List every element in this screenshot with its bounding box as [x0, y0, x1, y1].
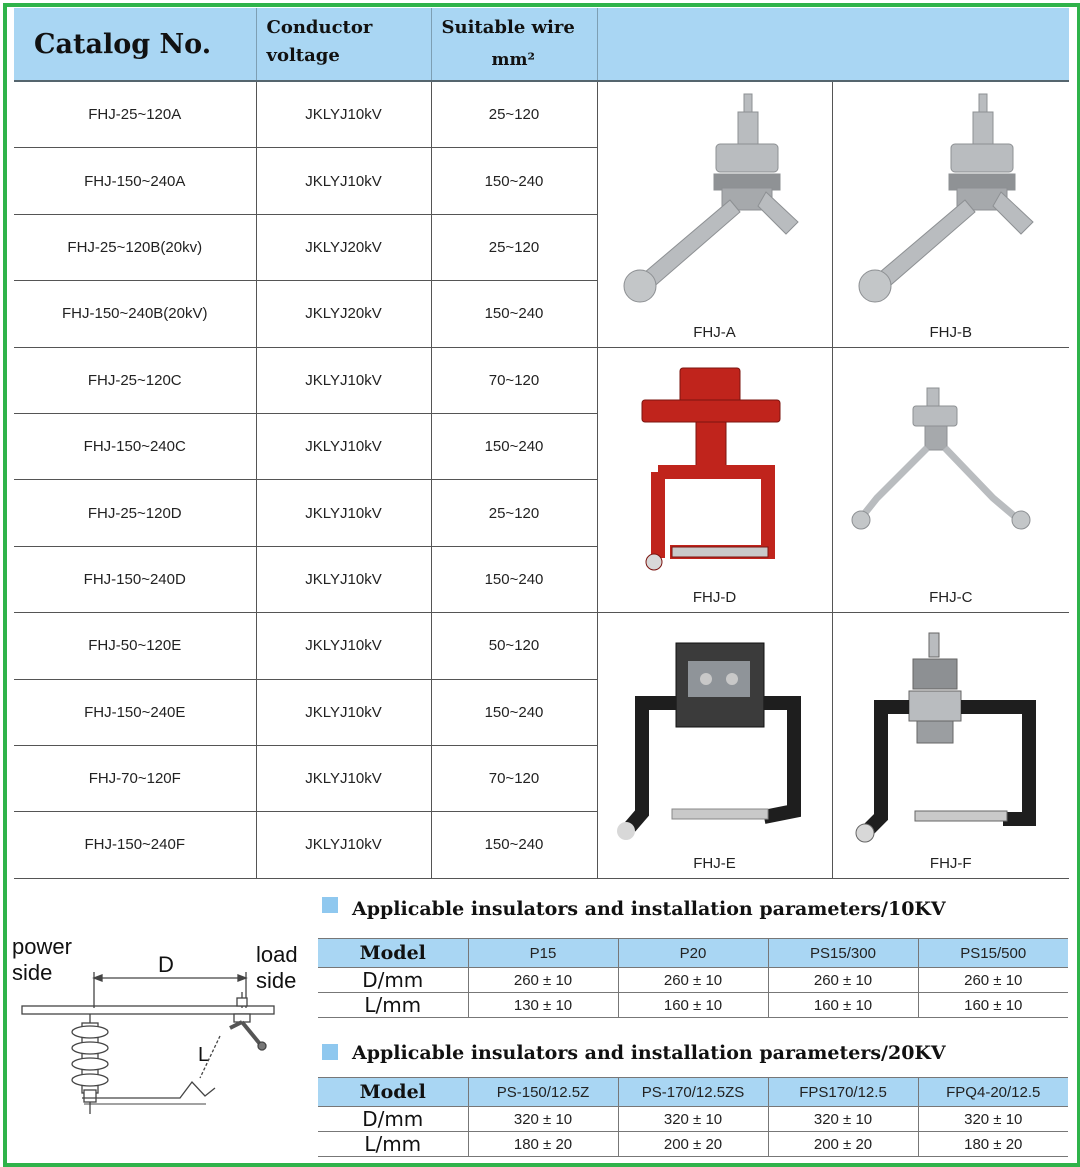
- product-caption: FHJ-B: [929, 323, 972, 341]
- conductor-voltage-cell: JKLYJ20kV: [256, 214, 431, 280]
- load-side-label: load side: [256, 942, 298, 993]
- model-cell: PS-170/12.5ZS: [618, 1078, 768, 1107]
- model-cell: FPS170/12.5: [768, 1078, 918, 1107]
- params-20kv-model-row: [318, 1078, 1068, 1107]
- product-image: [598, 348, 832, 610]
- d-value-cell: 320 ± 10: [918, 1107, 1068, 1132]
- params-20kv-l-row: [318, 1132, 1068, 1157]
- diagram-drawing: [10, 928, 310, 1128]
- product-caption: FHJ-D: [692, 589, 737, 607]
- params-10kv-title: Applicable insulators and installation parameters/10KV: [352, 898, 946, 920]
- d-label: D/mm: [318, 1107, 468, 1132]
- d-value-cell: 260 ± 10: [918, 968, 1068, 993]
- catalog-number-cell: FHJ-150~240F: [14, 812, 256, 878]
- catalog-header-row: [14, 8, 1069, 81]
- catalog-number-cell: FHJ-50~120E: [14, 613, 256, 679]
- conductor-voltage-cell: JKLYJ10kV: [256, 546, 431, 612]
- product-image-cell: [597, 81, 832, 347]
- model-cell: P20: [618, 939, 768, 968]
- l-label: L/mm: [318, 1132, 468, 1157]
- params-20kv-title: Applicable insulators and installation parameters/20KV: [352, 1042, 946, 1064]
- product-image-cell: [597, 347, 832, 613]
- model-label: Model: [318, 939, 468, 968]
- conductor-voltage-cell: JKLYJ10kV: [256, 613, 431, 679]
- conductor-voltage-cell: JKLYJ10kV: [256, 480, 431, 546]
- conductor-voltage-cell: JKLYJ10kV: [256, 413, 431, 479]
- wire-size-cell: 70~120: [431, 745, 597, 811]
- catalog-number-cell: FHJ-150~240D: [14, 546, 256, 612]
- params-20kv-d-row: [318, 1107, 1068, 1132]
- wire-size-cell: 150~240: [431, 148, 597, 214]
- header-images-blank: [597, 8, 1069, 81]
- conductor-voltage-cell: JKLYJ10kV: [256, 81, 431, 148]
- wire-size-cell: 150~240: [431, 413, 597, 479]
- header-suitable-wire: Suitable wire mm²: [431, 8, 597, 81]
- section-marker-20kv: [322, 1044, 338, 1060]
- d-value-cell: 320 ± 10: [468, 1107, 618, 1132]
- d-value-cell: 320 ± 10: [768, 1107, 918, 1132]
- model-cell: PS15/500: [918, 939, 1068, 968]
- product-image: [598, 82, 832, 344]
- product-image-cell: [832, 81, 1069, 347]
- model-cell: PS-150/12.5Z: [468, 1078, 618, 1107]
- product-caption: FHJ-E: [693, 854, 736, 872]
- l-value-cell: 200 ± 20: [618, 1132, 768, 1157]
- table-row: [14, 613, 1069, 679]
- wire-size-cell: 150~240: [431, 679, 597, 745]
- table-row: [14, 81, 1069, 148]
- l-value-cell: 180 ± 20: [918, 1132, 1068, 1157]
- params-10kv-model-row: [318, 939, 1068, 968]
- conductor-voltage-cell: JKLYJ10kV: [256, 745, 431, 811]
- l-value-cell: 160 ± 10: [918, 993, 1068, 1018]
- d-value-cell: 260 ± 10: [768, 968, 918, 993]
- model-cell: FPQ4-20/12.5: [918, 1078, 1068, 1107]
- distance-l-label: L: [198, 1044, 210, 1066]
- product-caption: FHJ-A: [693, 323, 736, 341]
- params-20kv-table: [318, 1077, 1068, 1157]
- wire-size-cell: 70~120: [431, 347, 597, 413]
- product-image: [833, 348, 1067, 610]
- conductor-voltage-cell: JKLYJ20kV: [256, 281, 431, 347]
- l-value-cell: 200 ± 20: [768, 1132, 918, 1157]
- product-image: [833, 613, 1067, 875]
- product-image-cell: [597, 613, 832, 879]
- catalog-number-cell: FHJ-25~120D: [14, 480, 256, 546]
- product-caption: FHJ-C: [929, 589, 973, 607]
- power-side-label: power side: [12, 934, 72, 985]
- conductor-voltage-cell: JKLYJ10kV: [256, 148, 431, 214]
- model-cell: PS15/300: [768, 939, 918, 968]
- header-conductor-voltage: Conductor voltage: [256, 8, 431, 81]
- wire-size-cell: 25~120: [431, 214, 597, 280]
- catalog-number-cell: FHJ-150~240B(20kV): [14, 281, 256, 347]
- l-label: L/mm: [318, 993, 468, 1018]
- catalog-number-cell: FHJ-25~120C: [14, 347, 256, 413]
- l-value-cell: 160 ± 10: [618, 993, 768, 1018]
- product-image-cell: [832, 347, 1069, 613]
- wire-size-cell: 150~240: [431, 281, 597, 347]
- product-caption: FHJ-F: [929, 854, 972, 872]
- d-value-cell: 320 ± 10: [618, 1107, 768, 1132]
- l-value-cell: 160 ± 10: [768, 993, 918, 1018]
- catalog-number-cell: FHJ-150~240C: [14, 413, 256, 479]
- catalog-number-cell: FHJ-25~120A: [14, 81, 256, 148]
- distance-d-label: D: [158, 952, 174, 977]
- d-label: D/mm: [318, 968, 468, 993]
- conductor-voltage-cell: JKLYJ10kV: [256, 679, 431, 745]
- catalog-number-cell: FHJ-25~120B(20kv): [14, 214, 256, 280]
- params-10kv-table: [318, 938, 1068, 1018]
- header-catalog-no: Catalog No.: [14, 8, 256, 81]
- wire-size-cell: 150~240: [431, 812, 597, 878]
- l-value-cell: 130 ± 10: [468, 993, 618, 1018]
- product-image: [598, 613, 832, 875]
- model-label: Model: [318, 1078, 468, 1107]
- installation-diagram: [10, 928, 310, 1128]
- conductor-voltage-cell: JKLYJ10kV: [256, 347, 431, 413]
- catalog-table: [14, 8, 1069, 879]
- table-row: [14, 347, 1069, 413]
- wire-size-cell: 25~120: [431, 480, 597, 546]
- wire-size-cell: 150~240: [431, 546, 597, 612]
- wire-size-cell: 50~120: [431, 613, 597, 679]
- conductor-voltage-cell: JKLYJ10kV: [256, 812, 431, 878]
- params-10kv-l-row: [318, 993, 1068, 1018]
- params-10kv-d-row: [318, 968, 1068, 993]
- catalog-number-cell: FHJ-150~240E: [14, 679, 256, 745]
- product-image-cell: [832, 613, 1069, 879]
- catalog-number-cell: FHJ-70~120F: [14, 745, 256, 811]
- wire-size-cell: 25~120: [431, 81, 597, 148]
- d-value-cell: 260 ± 10: [618, 968, 768, 993]
- d-value-cell: 260 ± 10: [468, 968, 618, 993]
- catalog-number-cell: FHJ-150~240A: [14, 148, 256, 214]
- model-cell: P15: [468, 939, 618, 968]
- product-image: [833, 82, 1067, 344]
- section-marker-10kv: [322, 897, 338, 913]
- l-value-cell: 180 ± 20: [468, 1132, 618, 1157]
